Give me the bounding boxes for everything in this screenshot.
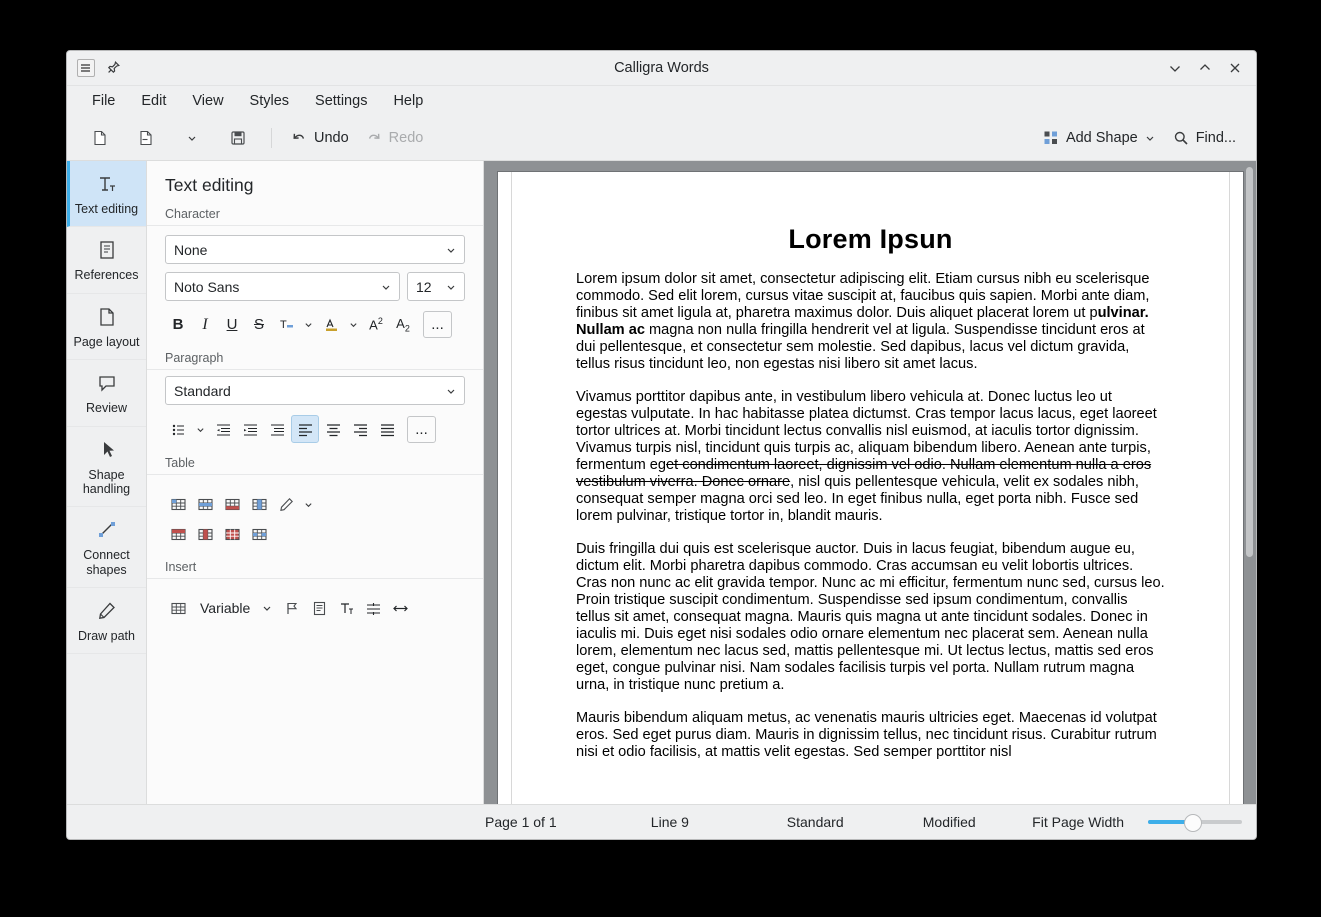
maximize-button[interactable] (1197, 60, 1213, 76)
main-body (67, 160, 1256, 804)
chevron-down-icon (446, 245, 456, 255)
vertical-scrollbar[interactable] (1246, 167, 1253, 798)
document-paragraph (576, 710, 1165, 761)
open-recent-dropdown[interactable] (171, 123, 213, 153)
font-size-value: 12 (416, 278, 432, 295)
shape-handling-icon (96, 439, 118, 461)
menu-edit[interactable]: Edit (141, 93, 167, 109)
menu-styles[interactable]: Styles (249, 93, 290, 109)
list-bullet-button[interactable] (165, 416, 191, 442)
redo-label: Redo (388, 130, 424, 146)
text-run: magna non nulla fringilla hendrerit vel at ligula. Suspendisse tincidunt eros at dui pellentesque, et consectetur sem molestie. Sed dapibus, lacus vel dictum gravida, tellus risus tincidunt leo, non egestas nisi libero sit amet lacus. (576, 322, 1145, 372)
references-icon (96, 239, 118, 261)
search-icon (1172, 129, 1190, 147)
sidebar-item-page-layout[interactable] (67, 294, 146, 360)
title-bar (67, 51, 1256, 86)
application-window (66, 50, 1257, 840)
delete-row-button[interactable] (165, 521, 191, 547)
toolbar-separator (271, 128, 272, 148)
menu-file[interactable]: File (92, 93, 116, 109)
delete-table-button[interactable] (219, 521, 245, 547)
character-style-value: None (174, 241, 208, 258)
subscript-button[interactable]: $A_2$ (396, 315, 410, 334)
merge-cells-button[interactable] (246, 521, 272, 547)
bold-button[interactable]: B (172, 316, 184, 333)
menu-bar (67, 86, 1256, 116)
find-label: Find... (1195, 130, 1236, 146)
document-canvas[interactable] (484, 161, 1256, 804)
table-border-pen-button[interactable] (273, 491, 299, 517)
connect-shapes-icon (96, 519, 118, 541)
chevron-down-icon (1144, 132, 1156, 144)
chevron-down-icon (304, 500, 313, 509)
underline-button[interactable]: U (226, 316, 238, 333)
insert-row-above-button[interactable] (192, 491, 218, 517)
table-group-label: Table (147, 443, 483, 475)
insert-column-button[interactable] (246, 491, 272, 517)
tool-rail (67, 161, 147, 804)
open-document-button[interactable] (125, 123, 167, 153)
paragraph-more-button[interactable]: ... (407, 416, 436, 443)
add-shape-label: Add Shape (1065, 130, 1138, 146)
insert-horizontal-rule-button[interactable] (360, 595, 386, 621)
strikethrough-button[interactable]: S (253, 316, 264, 333)
insert-special-character-button[interactable] (333, 595, 359, 621)
insert-variable-label: Variable (200, 600, 251, 616)
table-buttons-row-1 (147, 481, 483, 517)
tool-options-docker (147, 161, 484, 804)
sidebar-item-label: References (74, 268, 139, 283)
chevron-down-icon (349, 320, 358, 329)
font-family-combo[interactable] (165, 272, 400, 301)
svg-text:T: T (279, 319, 287, 331)
document-paragraph (576, 541, 1165, 694)
modified-status: Modified (922, 814, 976, 830)
insert-buttons-row (147, 585, 483, 621)
font-family-value: Noto Sans (174, 278, 240, 295)
text-run-strikethrough: et condimentum laoreet, dignissim vel odio. Nullam elementum nulla a eros vestibulum viverra. Donec ornare (576, 457, 1152, 490)
text-run: , nisl quis pellentesque vehicula, velit ex sodales nibh, consequat semper magna orci sed leo. In eget finibus nulla, eget porta nibh. Fusce sed lorem pulvinar, tristique tortor in, blandit mauris. (576, 474, 1139, 524)
sidebar-item-text-editing[interactable] (67, 161, 146, 227)
shapes-icon (1042, 129, 1060, 147)
review-icon (96, 372, 118, 394)
redo-button[interactable] (359, 123, 430, 153)
insert-table-icon-button[interactable] (165, 595, 191, 621)
indent-more-button[interactable] (264, 416, 290, 442)
menu-view[interactable]: View (192, 93, 224, 109)
sidebar-item-label: Connect shapes (83, 548, 130, 577)
sidebar-item-label: Review (86, 401, 127, 416)
align-left-button[interactable] (291, 415, 319, 443)
sidebar-item-label: Draw path (78, 629, 135, 643)
undo-button[interactable] (284, 123, 355, 153)
insert-bookmark-button[interactable] (279, 595, 305, 621)
new-document-button[interactable] (79, 123, 121, 153)
save-button[interactable] (217, 123, 259, 153)
document-page[interactable] (498, 172, 1243, 804)
document-area (484, 161, 1256, 804)
sidebar-item-draw-path[interactable] (67, 588, 146, 654)
sidebar-item-references[interactable] (67, 227, 146, 293)
docker-title: Text editing (165, 175, 254, 195)
scrollbar-thumb[interactable] (1246, 167, 1253, 557)
insert-row-below-button[interactable] (219, 491, 245, 517)
text-run: Mauris bibendum aliquam metus, ac venenatis mauris ultricies eget. Maecenas id volutpat eros. Sed eget purus diam. Mauris in dignissim tellus, nec tincidunt risus. Curabitur rutrum nisi et odio facilisis, at mattis velit egestas. Sed semper porttitor nisl (576, 710, 1157, 760)
list-dropdown-button[interactable] (192, 416, 209, 442)
page-layout-icon (96, 306, 118, 328)
align-justify-button[interactable] (374, 416, 400, 442)
insert-nonbreaking-space-button[interactable] (387, 595, 413, 621)
text-run: Vivamus porttitor dapibus ante, in vestibulum libero vehicula at. Donec luctus leo ut egestas vulputate. In hac habitasse platea dictumst. Cras tempor lacus lacus, eget laoreet tortor ultrices at. Morbi tincidunt lectus convallis nisl euismod, at iaculis tortor dignissim. Vivamus turpis nisl, tincidunt quis turpis ac, aliquam bibendum libero. Aenean ante turpis, fermentum eg (576, 389, 1157, 473)
sidebar-item-review[interactable] (67, 360, 146, 426)
paragraph-group-label: Paragraph (147, 338, 483, 370)
increase-indent-button[interactable] (237, 416, 263, 442)
table-border-dropdown[interactable] (300, 491, 317, 517)
table-buttons-row-2 (147, 517, 483, 547)
zoom-slider-knob[interactable] (1184, 814, 1202, 832)
text-run: Lorem ipsum dolor sit amet, consectetur adipiscing elit. Etiam cursus nibh eu scelerisque commodo. Sed elit lorem, cursus vitae suscipit at, faucibus quis sapien. Morbi ante diam, finibus sit amet ligula at, pharetra maximus dolor. Duis aliquet placerat lorem ut p (576, 271, 1150, 321)
character-format-buttons (147, 301, 483, 338)
zoom-slider[interactable] (1148, 820, 1242, 824)
draw-path-icon (96, 600, 118, 622)
zoom-level-label[interactable]: Fit Page Width (1032, 814, 1124, 830)
align-right-button[interactable] (347, 416, 373, 442)
line-info: Line 9 (650, 814, 689, 830)
superscript-button[interactable]: $A^2$ (369, 316, 383, 333)
character-style-combo[interactable] (165, 235, 465, 264)
app-icon (77, 59, 95, 77)
main-toolbar (67, 116, 1256, 160)
status-bar (67, 804, 1256, 839)
text-highlight-dropdown[interactable] (300, 312, 317, 338)
text-highlight-button[interactable] (273, 312, 299, 338)
menu-help[interactable]: Help (393, 93, 424, 109)
chevron-down-icon (196, 425, 205, 434)
character-more-button[interactable]: ... (423, 311, 452, 338)
minimize-button[interactable] (1167, 60, 1183, 76)
sidebar-item-label: Text editing (74, 202, 139, 216)
text-color-dropdown[interactable] (345, 312, 362, 338)
close-button[interactable] (1227, 60, 1243, 76)
italic-button[interactable]: I (202, 315, 208, 333)
text-run-bold: ulvinar. Nullam ac (576, 305, 1149, 338)
insert-group-label: Insert (147, 547, 483, 579)
character-group-label: Character (147, 204, 483, 226)
paragraph-format-buttons (147, 405, 483, 443)
chevron-down-icon (446, 386, 456, 396)
align-center-button[interactable] (320, 416, 346, 442)
sidebar-item-label: Page layout (73, 334, 140, 349)
sidebar-item-shape-handling[interactable] (67, 427, 146, 508)
menu-settings[interactable]: Settings (315, 93, 368, 109)
delete-column-button[interactable] (192, 521, 218, 547)
find-button[interactable] (1166, 123, 1242, 153)
insert-variable-button[interactable] (192, 595, 278, 621)
text-editing-icon (96, 173, 118, 195)
chevron-down-icon (446, 282, 456, 292)
paragraph-style-value: Standard (174, 382, 231, 399)
window-title: Calligra Words (614, 60, 709, 76)
document-title: Lorem Ipsun (788, 224, 953, 254)
sidebar-item-label: Shape handling (82, 467, 131, 496)
decrease-indent-button[interactable] (210, 416, 236, 442)
undo-label: Undo (314, 130, 349, 146)
chevron-down-icon (304, 320, 313, 329)
chevron-down-icon (262, 603, 272, 613)
chevron-down-icon (381, 282, 391, 292)
insert-note-button[interactable] (306, 595, 332, 621)
document-paragraph (576, 389, 1165, 525)
paragraph-style-info: Standard (786, 814, 844, 830)
document-paragraph (576, 271, 1165, 373)
font-size-combo[interactable] (407, 272, 465, 301)
sidebar-item-connect-shapes[interactable] (67, 507, 146, 588)
text-run: Duis fringilla dui quis est scelerisque auctor. Duis in lacus feugiat, bibendum augue eu, dictum elit. Morbi pharetra dapibus commodo. Cras accumsan eu velit lobortis ultrices. Cras non nunc ac elit gravida tempor. Nunc ac mi efficitur, fermentum nunc sed, cursus leo. Proin tristique suscipit condimentum. Suspendisse sed ipsum condimentum, convallis tellus sit amet, consequat magna. Mauris quis magna ut ante tincidunt sodales. Donec in iaculis mi. Duis eget nisi sodales odio ornare elementum nec placerat sem. Aenean nulla lorem, elementum nec lacus sed, mattis pellentesque mi. Ut lectus lectus, mattis sed eros eget, congue pulvinar nisi. Nam sodales facilisis turpis vel porta. Nullam rutrum magna urna, in tristique nunc pretium a. (576, 541, 1165, 693)
text-color-button[interactable] (318, 312, 344, 338)
page-info: Page 1 of 1 (485, 814, 557, 830)
pin-icon[interactable] (105, 60, 121, 76)
insert-table-button[interactable] (165, 491, 191, 517)
add-shape-button[interactable] (1036, 123, 1162, 153)
paragraph-style-combo[interactable] (165, 376, 465, 405)
